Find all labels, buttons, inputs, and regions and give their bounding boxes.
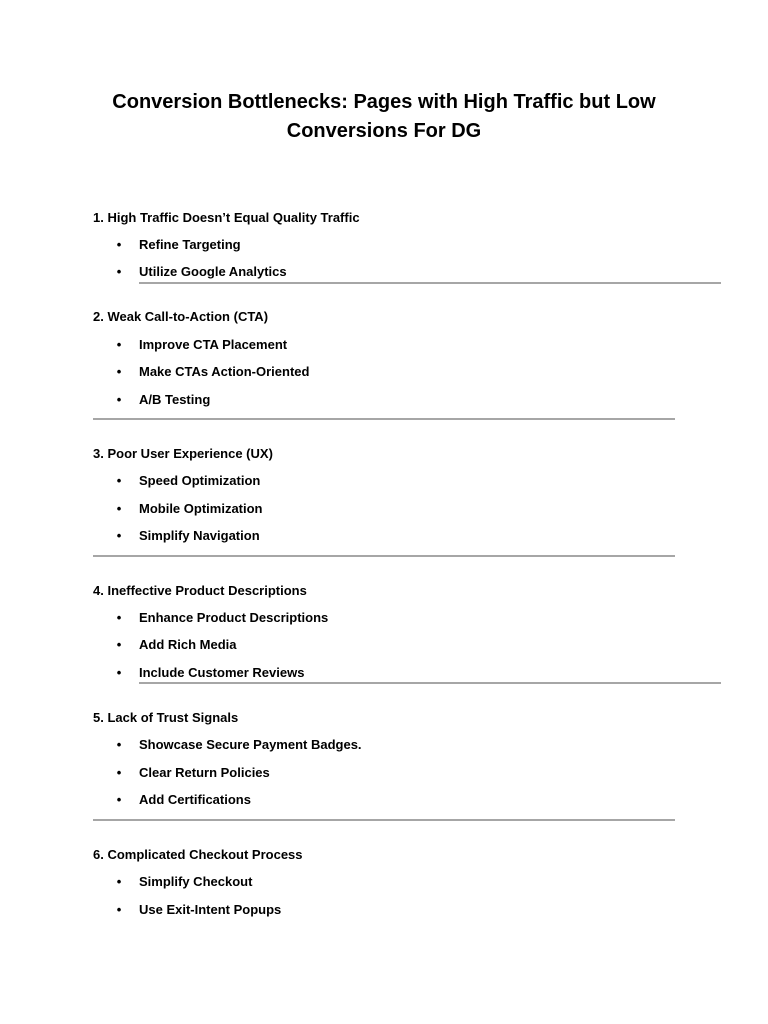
list-item-label: Use Exit-Intent Popups <box>139 902 282 917</box>
bullet-icon: • <box>116 237 122 252</box>
list-item-label: Add Rich Media <box>139 637 237 652</box>
section-heading: 1. High Traffic Doesn’t Equal Quality Traffic <box>93 210 360 225</box>
list-item-label: A/B Testing <box>139 392 211 407</box>
bullet-icon: • <box>116 501 122 516</box>
list-item-label: Utilize Google Analytics <box>139 264 287 279</box>
bullet-icon: • <box>116 473 122 488</box>
bullet-icon: • <box>116 337 122 352</box>
bullet-icon: • <box>116 792 122 807</box>
list-item-label: Add Certifications <box>139 792 251 807</box>
bullet-icon: • <box>116 665 122 680</box>
list-item-label: Speed Optimization <box>139 473 261 488</box>
section-heading: 2. Weak Call-to-Action (CTA) <box>93 309 269 324</box>
list-item-label: Mobile Optimization <box>139 501 263 516</box>
bullet-icon: • <box>116 874 122 889</box>
list-item-label: Showcase Secure Payment Badges. <box>139 737 362 752</box>
bullet-icon: • <box>116 392 122 407</box>
list-item-label: Improve CTA Placement <box>139 337 288 352</box>
bullet-icon: • <box>116 364 122 379</box>
bullet-icon: • <box>116 902 122 917</box>
list-item-label: Simplify Navigation <box>139 528 260 543</box>
section-divider <box>139 682 721 684</box>
list-item-label: Simplify Checkout <box>139 874 253 889</box>
bullet-icon: • <box>116 765 122 780</box>
bullet-icon: • <box>116 737 122 752</box>
list-item-label: Enhance Product Descriptions <box>139 610 329 625</box>
section-heading: 4. Ineffective Product Descriptions <box>93 583 307 598</box>
section-divider <box>93 418 675 420</box>
section-divider <box>93 819 675 821</box>
bullet-icon: • <box>116 528 122 543</box>
section-heading: 5. Lack of Trust Signals <box>93 710 239 725</box>
page-title: Conversion Bottlenecks: Pages with High Traffic but Low Conversions For DG <box>112 91 656 142</box>
section-divider <box>93 555 675 557</box>
bullet-icon: • <box>116 610 122 625</box>
list-item-label: Refine Targeting <box>139 237 241 252</box>
list-item-label: Include Customer Reviews <box>139 665 305 680</box>
section-heading: 6. Complicated Checkout Process <box>93 847 303 862</box>
section-heading: 3. Poor User Experience (UX) <box>93 446 273 461</box>
bullet-icon: • <box>116 264 122 279</box>
list-item-label: Make CTAs Action-Oriented <box>139 364 310 379</box>
section-divider <box>139 282 721 284</box>
bullet-icon: • <box>116 637 122 652</box>
list-item-label: Clear Return Policies <box>139 765 270 780</box>
